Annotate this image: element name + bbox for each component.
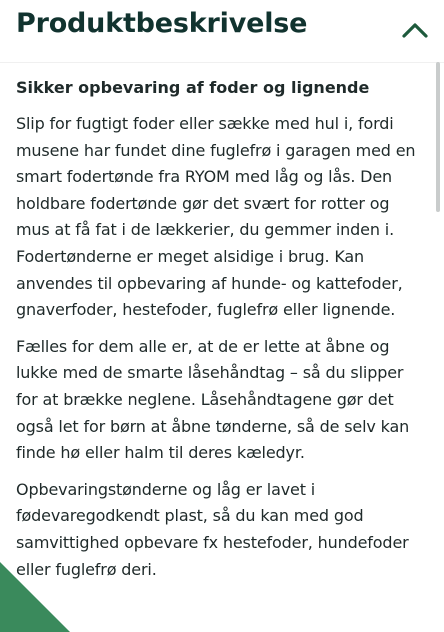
description-paragraph: Slip for fugtigt foder eller sække med hul i, fordi musene har fundet dine fuglefrø i garagen med en smart fodertønde fra RYOM med låg og lås. Den holdbare fodertønde gør det svært for rotter og mus at få fat i de lækkerier, du gemmer inden i. Fodertønderne er meget alsidige i brug. Kan anvendes til opbevaring af hunde- og kattefoder, gnaverfoder, hestefoder, fuglefrø eller lignende. — [16, 111, 421, 324]
description-paragraph: Fælles for dem alle er, at de er lette at åbne og lukke med de smarte låsehåndtag – så du slipper for at brække neglene. Låsehåndtagene gør det også let for børn at åbne tønderne, så de selv kan finde hø eller halm til deres kæledyr. — [16, 334, 421, 467]
collapse-button[interactable] — [398, 16, 432, 44]
description-paragraph: Opbevaringstønderne og låg er lavet i fødevaregodkendt plast, så du kan med god samvittighed opbevare fx hestefoder, hundefoder eller fuglefrø deri. — [16, 477, 421, 583]
scrollbar-thumb[interactable] — [436, 62, 440, 212]
chevron-up-icon — [398, 16, 432, 44]
description-content — [16, 74, 421, 593]
corner-badge[interactable] — [0, 512, 70, 632]
product-description-header[interactable] — [0, 0, 444, 60]
description-subheading: Sikker opbevaring af foder og lignende — [16, 78, 421, 97]
header-divider — [0, 62, 444, 63]
section-title: Produktbeskrivelse — [16, 8, 307, 39]
